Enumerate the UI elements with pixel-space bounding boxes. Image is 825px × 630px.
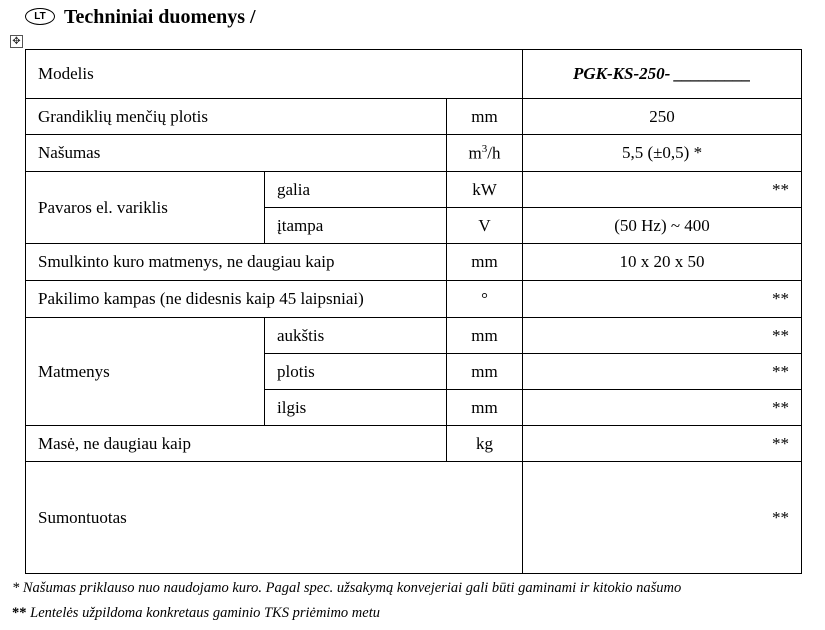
voltage-unit: V (447, 208, 523, 244)
assembled-value: ** (523, 462, 802, 574)
incline-angle-value: ** (523, 281, 802, 318)
capacity-value: 5,5 (±0,5) * (523, 135, 802, 172)
assembled-unit-cell (447, 462, 523, 574)
dimensions-label: Matmenys (26, 318, 265, 426)
footnote-text: Lentelės užpildoma konkretaus gaminio TKS priėmimo metu (30, 605, 380, 621)
footnote-text: Našumas priklauso nuo naudojamo kuro. Pagal spec. užsakymą konvejeriai gali būti gaminami ir kitokio našumo (22, 580, 682, 596)
mass-label: Masė, ne daugiau kaip (26, 426, 447, 462)
drive-motor-label: Pavaros el. variklis (26, 172, 265, 244)
footnote-mark: * (12, 580, 20, 596)
voltage-value: (50 Hz) ~ 400 (523, 208, 802, 244)
table-row (26, 462, 802, 574)
table-row (26, 99, 802, 135)
blade-width-unit: mm (447, 99, 523, 135)
footnote-fill-note (12, 605, 380, 622)
width-unit: mm (447, 354, 523, 390)
table-row (26, 426, 802, 462)
blade-width-value: 250 (523, 99, 802, 135)
incline-angle-label: Pakilimo kampas (ne didesnis kaip 45 laipsniai) (26, 281, 447, 318)
fuel-size-value: 10 x 20 x 50 (523, 244, 802, 281)
table-row (26, 172, 802, 208)
power-unit: kW (447, 172, 523, 208)
table-row (26, 135, 802, 172)
mass-value: ** (523, 426, 802, 462)
power-value: ** (523, 172, 802, 208)
length-label: ilgis (265, 390, 447, 426)
footnote-capacity (12, 580, 681, 597)
model-label: Modelis (26, 50, 523, 99)
technical-data-table (25, 49, 802, 574)
width-value: ** (523, 354, 802, 390)
table-row (26, 281, 802, 318)
length-value: ** (523, 390, 802, 426)
height-unit: mm (447, 318, 523, 354)
capacity-label: Našumas (26, 135, 447, 172)
lt-language-badge: LT (25, 8, 55, 25)
height-label: aukštis (265, 318, 447, 354)
blade-width-label: Grandiklių menčių plotis (26, 99, 447, 135)
table-row (26, 244, 802, 281)
table-row (26, 318, 802, 354)
table-row (26, 50, 802, 99)
table-move-handle-icon[interactable]: ✥ (10, 35, 23, 48)
assembled-label: Sumontuotas (26, 462, 447, 574)
length-unit: mm (447, 390, 523, 426)
footnote-mark: ** (12, 605, 27, 621)
voltage-label: įtampa (265, 208, 447, 244)
width-label: plotis (265, 354, 447, 390)
document-title: Techniniai duomenys / (64, 6, 256, 28)
fuel-size-label: Smulkinto kuro matmenys, ne daugiau kaip (26, 244, 447, 281)
height-value: ** (523, 318, 802, 354)
power-label: galia (265, 172, 447, 208)
incline-angle-unit: ° (447, 281, 523, 318)
fuel-size-unit: mm (447, 244, 523, 281)
mass-unit: kg (447, 426, 523, 462)
model-value: PGK-KS-250- _________ (523, 50, 802, 99)
capacity-unit: $m^3/h$ (447, 135, 523, 172)
